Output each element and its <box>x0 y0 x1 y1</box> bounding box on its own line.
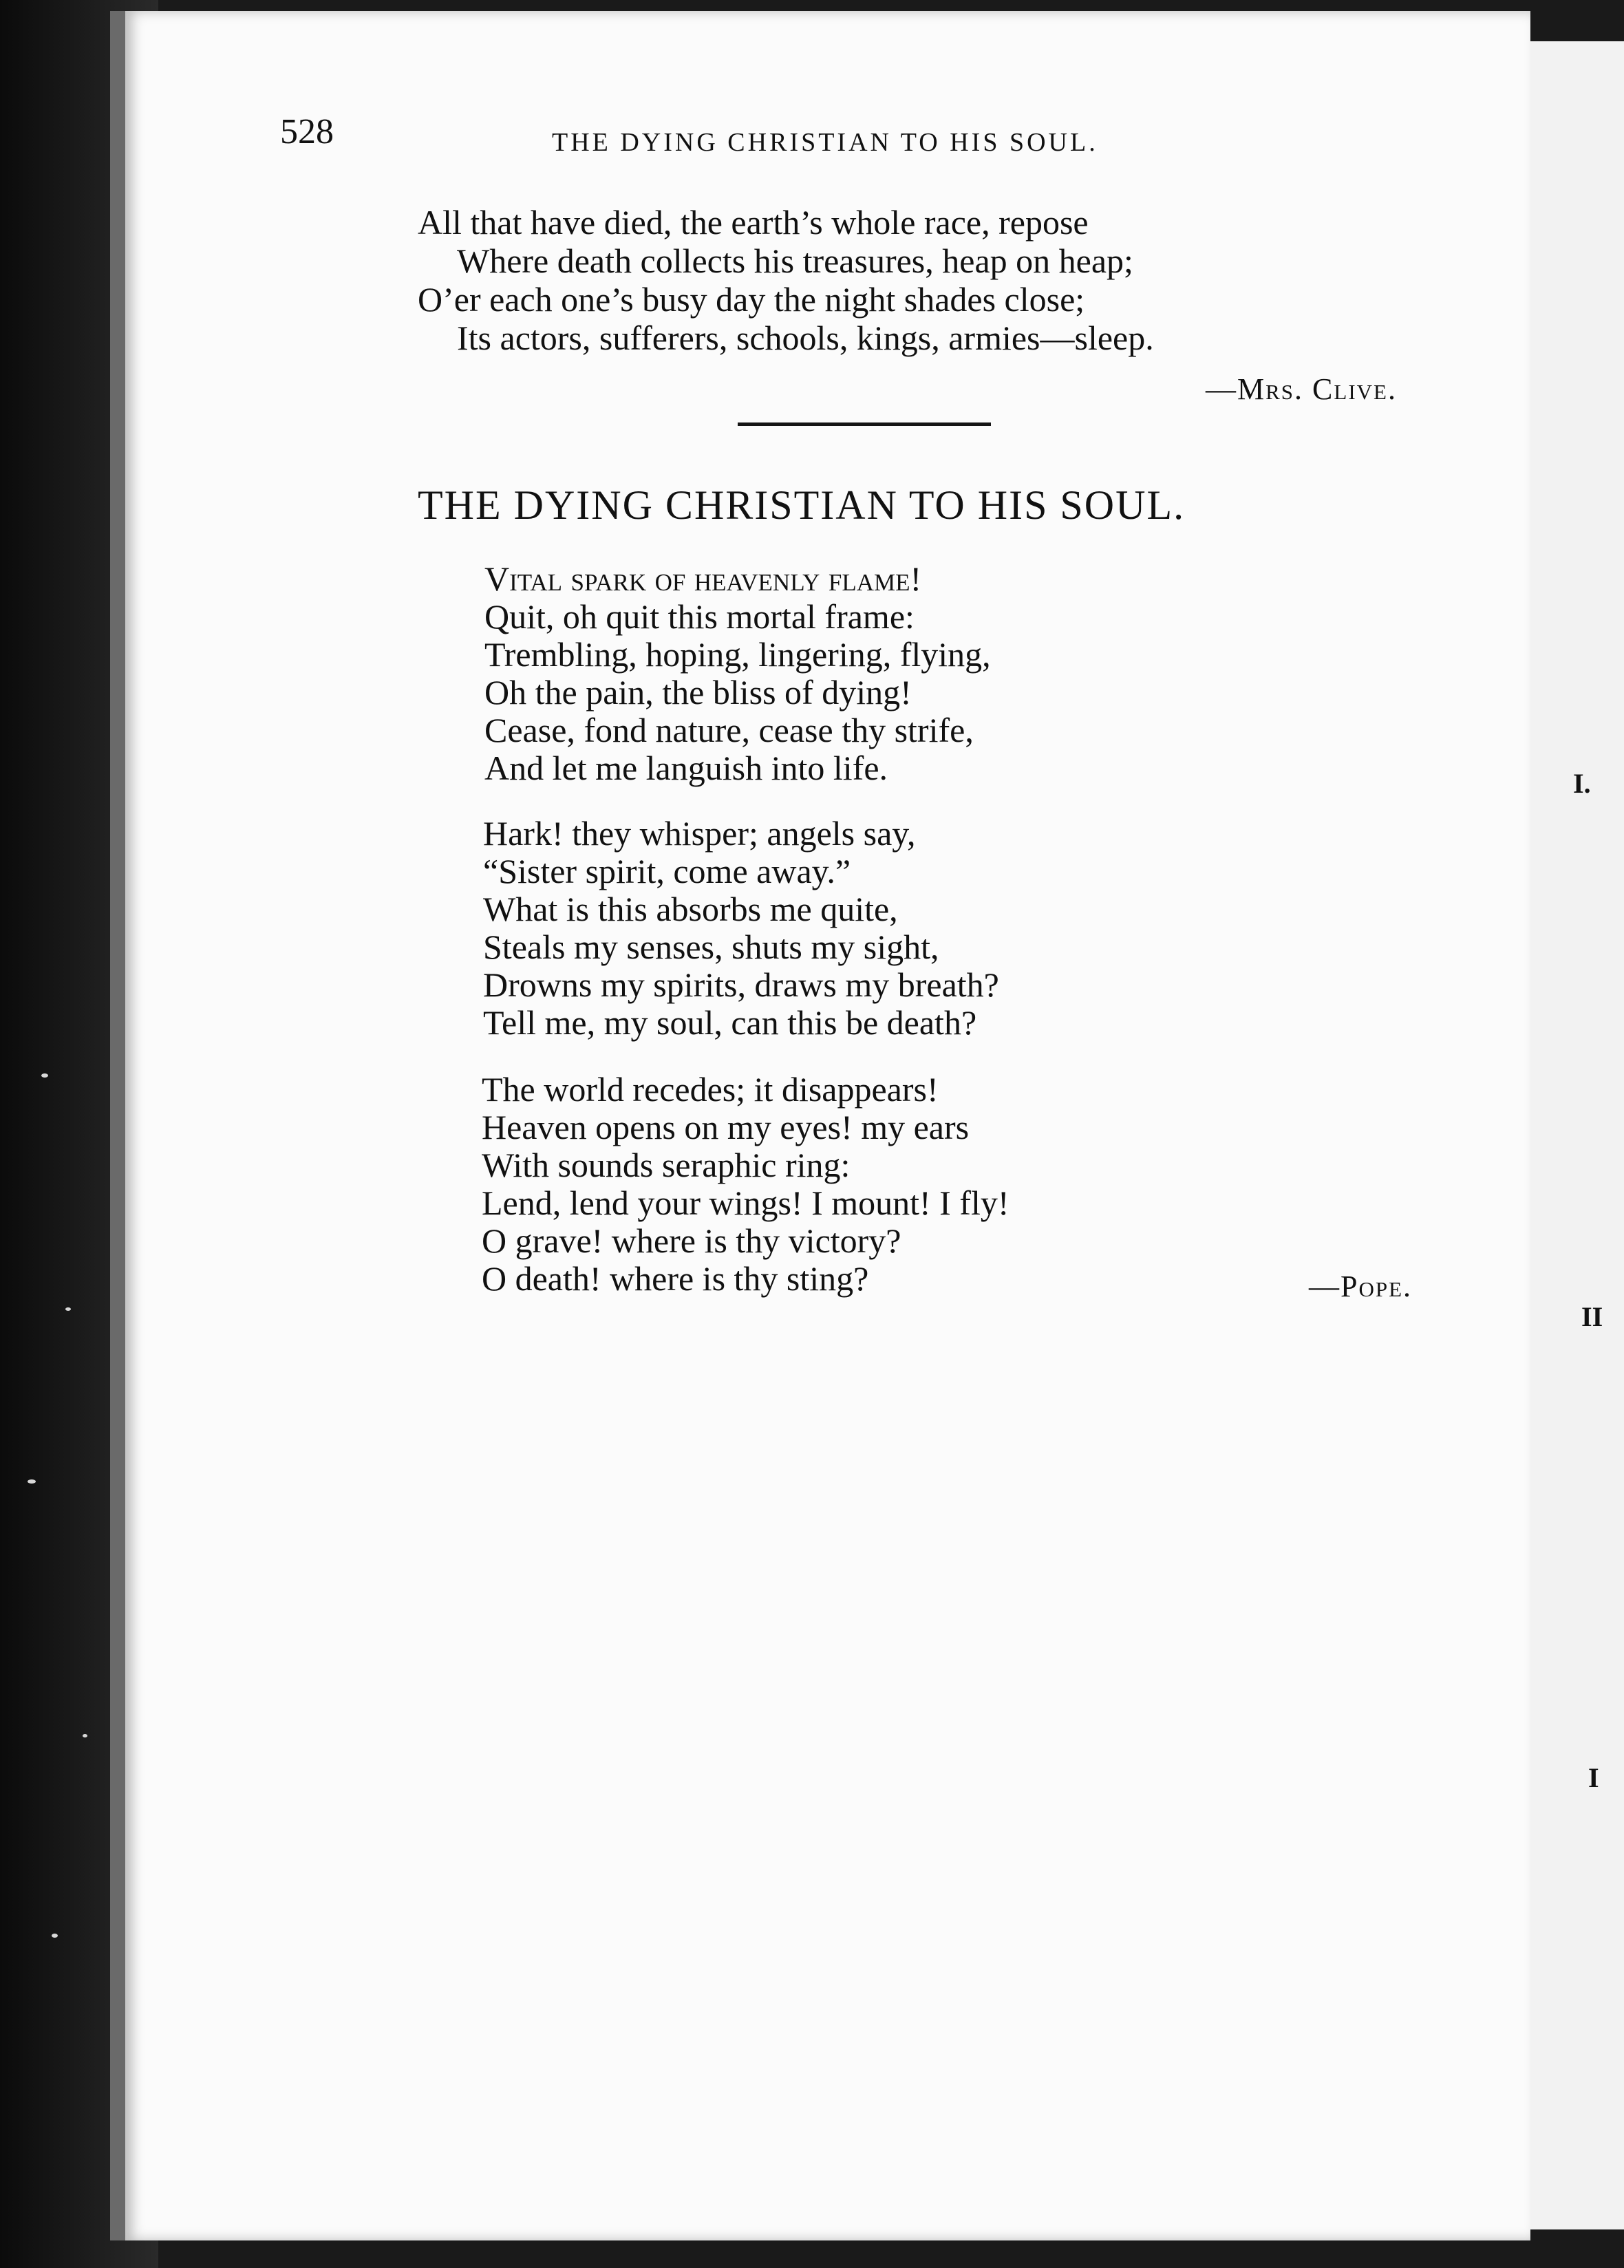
verse-line: And let me languish into life. <box>484 749 888 787</box>
section-divider <box>738 422 991 426</box>
dust-speck <box>41 1073 48 1078</box>
verse-line: With sounds seraphic ring: <box>482 1146 851 1184</box>
verse-line: Steals my senses, shuts my sight, <box>483 928 939 966</box>
dust-speck <box>52 1934 58 1938</box>
verse-line: Cease, fond nature, cease thy strife, <box>484 711 974 749</box>
verse-line: What is this absorbs me quite, <box>483 890 898 928</box>
verse-line: The world recedes; it disappears! <box>482 1070 939 1109</box>
verse-line: O’er each one’s busy day the night shades close; <box>418 280 1085 319</box>
verse-line: Its actors, sufferers, schools, kings, armies—sleep. <box>457 319 1154 357</box>
verse-line <box>484 561 921 596</box>
verse-line: All that have died, the earth’s whole race, repose <box>418 203 1089 242</box>
verse-line: Quit, oh quit this mortal frame: <box>484 597 915 636</box>
verse-line: Oh the pain, the bliss of dying! <box>484 673 912 712</box>
dust-speck <box>28 1479 36 1484</box>
book-page <box>110 11 1530 2240</box>
verse-line: Tell me, my soul, can this be death? <box>483 1003 977 1042</box>
verse-line-text: Vital spark of heavenly flame! <box>484 559 922 598</box>
next-page-mark: I. <box>1573 768 1591 799</box>
attribution: —Mrs. Clive. <box>1206 372 1397 406</box>
verse-line: O death! where is thy sting? <box>482 1259 869 1298</box>
verse-line: Trembling, hoping, lingering, flying, <box>484 635 991 674</box>
next-page-edge <box>1515 41 1624 2229</box>
poem-title: THE DYING CHRISTIAN TO HIS SOUL. <box>418 482 1186 528</box>
dust-speck <box>65 1307 71 1311</box>
verse-line: O grave! where is thy victory? <box>482 1221 901 1260</box>
verse-line: Lend, lend your wings! I mount! I fly! <box>482 1184 1009 1222</box>
dust-speck <box>83 1734 87 1737</box>
next-page-mark: I <box>1588 1762 1599 1793</box>
running-head: THE DYING CHRISTIAN TO HIS SOUL. <box>552 128 1098 157</box>
verse-line: Heaven opens on my eyes! my ears <box>482 1108 970 1146</box>
next-page-mark: II <box>1581 1301 1603 1332</box>
verse-line: Where death collects his treasures, heap on heap; <box>457 242 1133 280</box>
verse-line: Drowns my spirits, draws my breath? <box>483 965 999 1004</box>
verse-line: “Sister spirit, come away.” <box>483 852 851 890</box>
attribution: —Pope. <box>1309 1270 1413 1303</box>
page-number: 528 <box>280 112 334 151</box>
verse-line: Hark! they whisper; angels say, <box>483 814 916 853</box>
